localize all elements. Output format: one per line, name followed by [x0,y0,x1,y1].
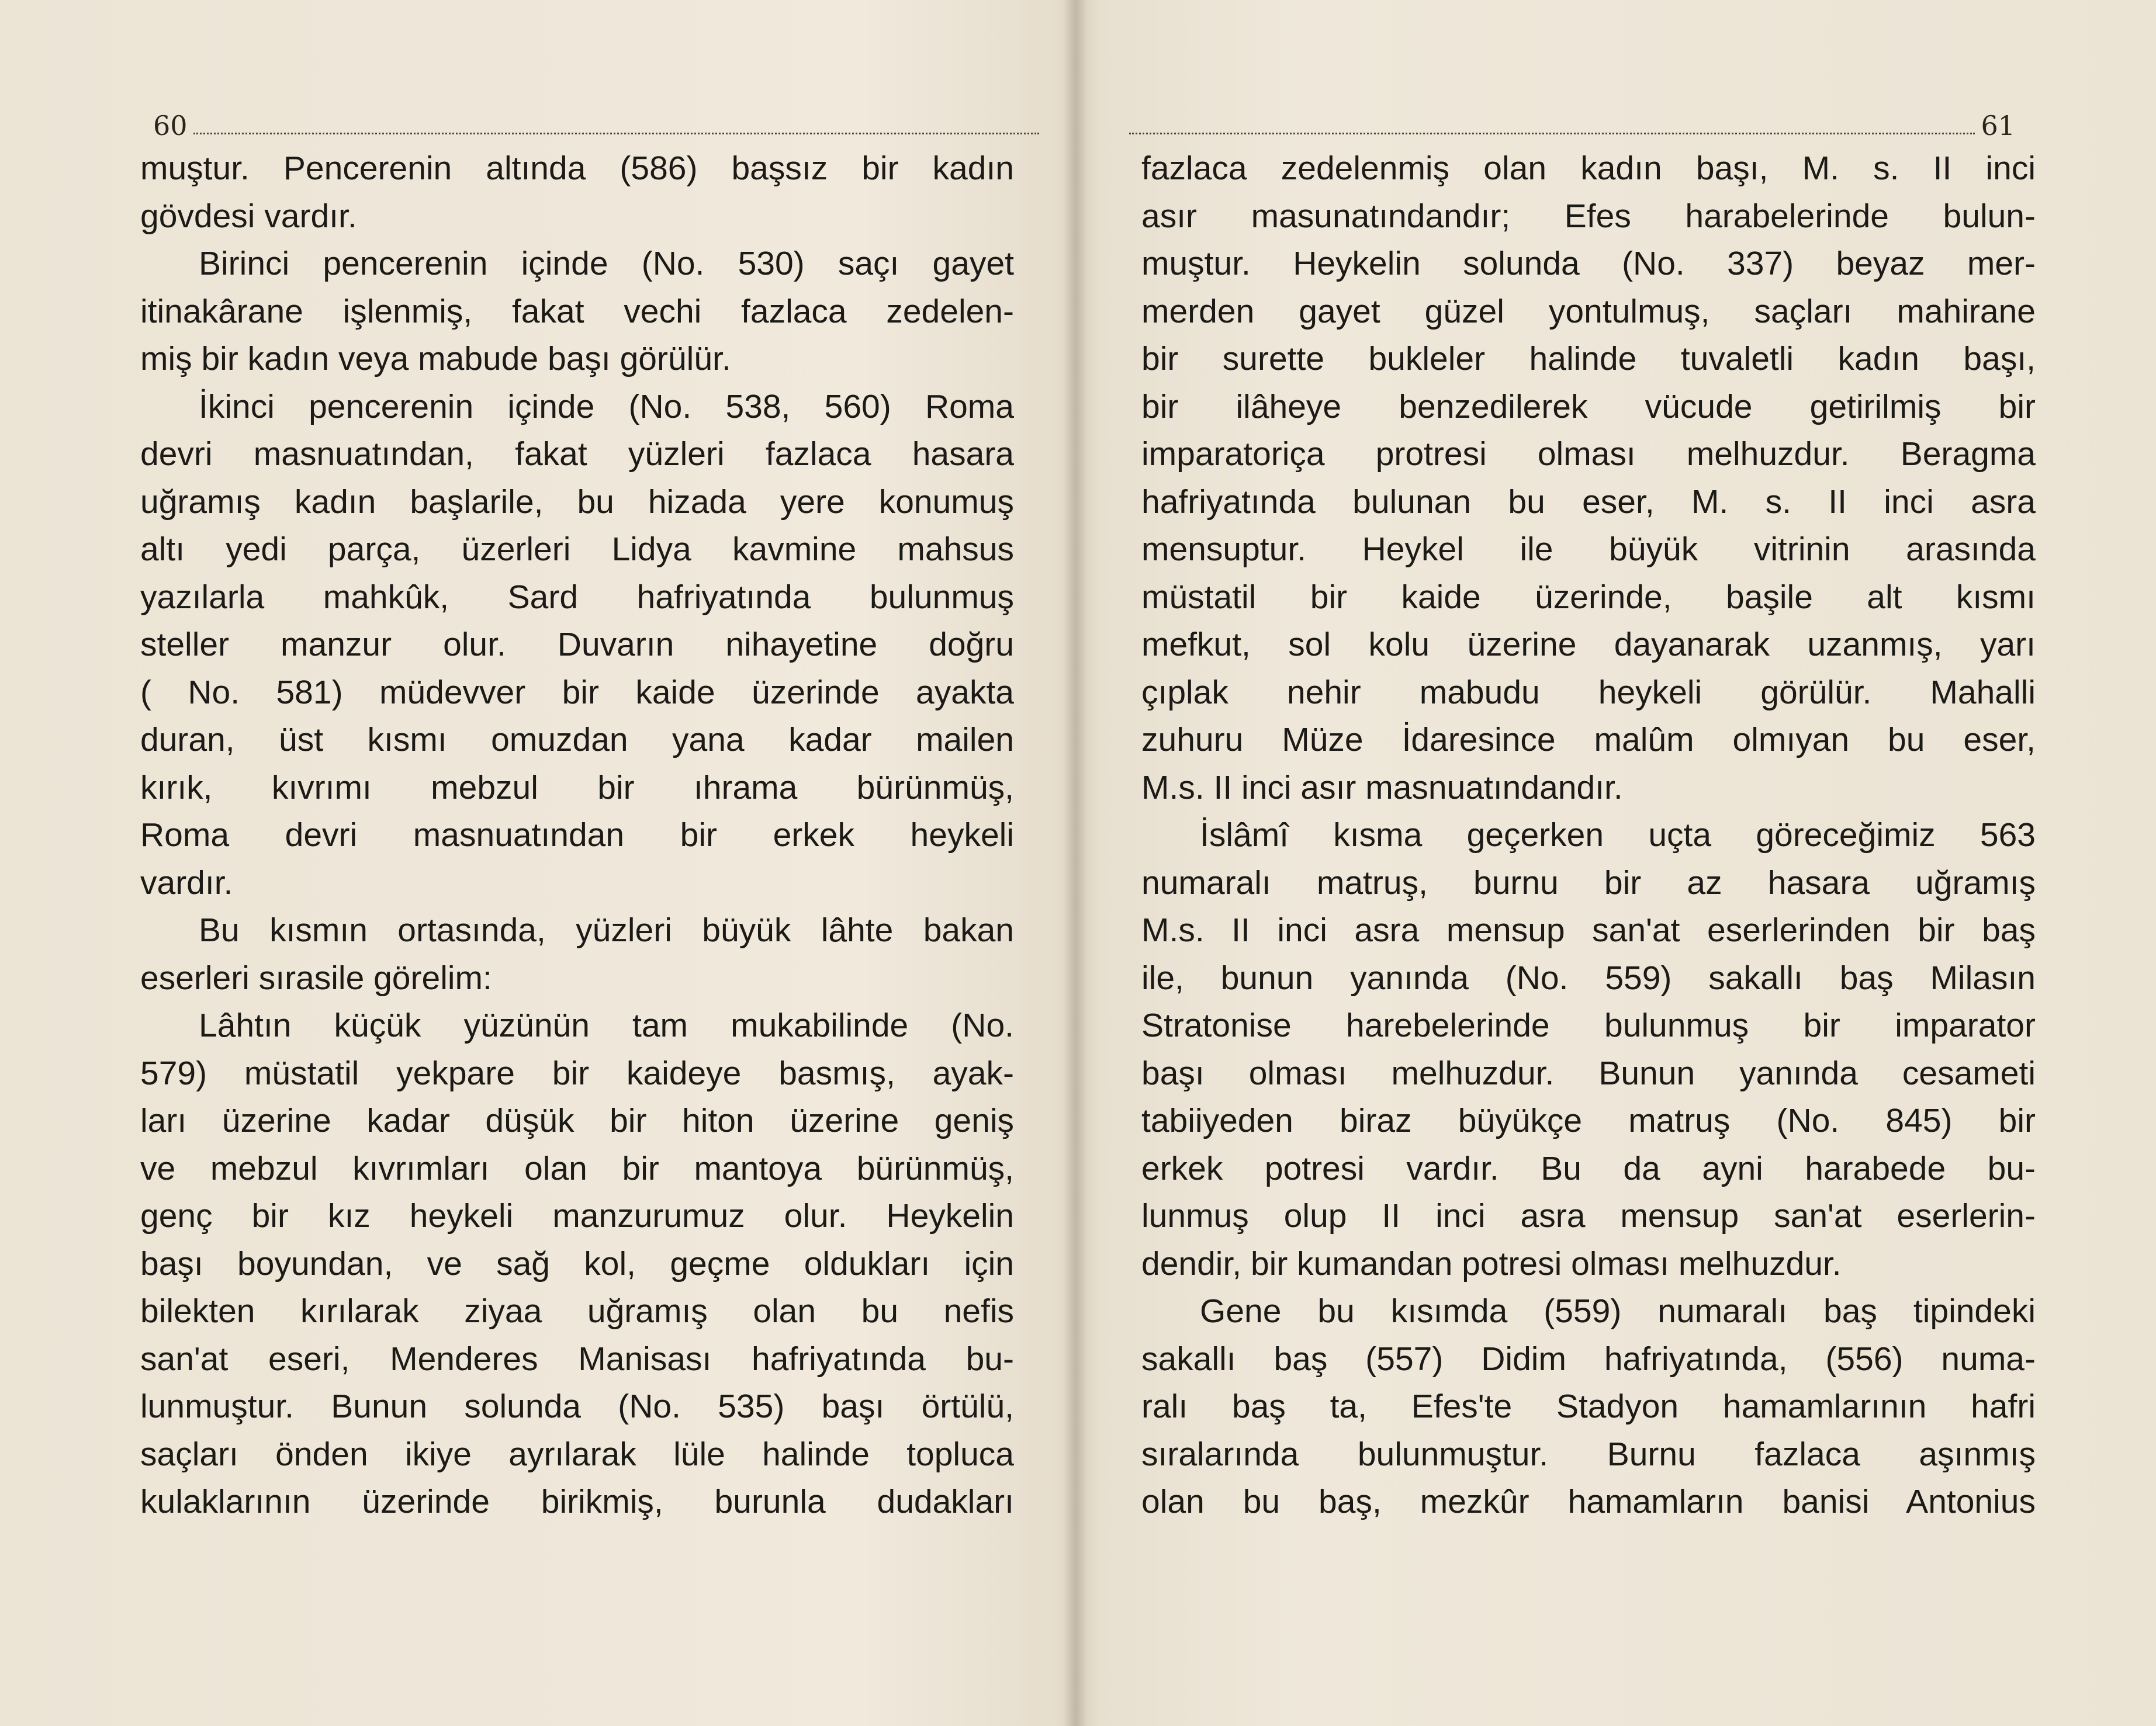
text-line: gövdesi vardır. [140,197,357,235]
left-header-rule [193,133,1039,134]
left-page-text [140,145,1014,1526]
text-line: müstatil bir kaide üzerinde, başile alt kısmı [1141,578,2036,616]
text-line: zuhuru Müze İdaresince malûm olmıyan bu eser, [1141,721,2036,758]
text-line: Gene bu kısımda (559) numaralı baş tipindeki [1200,1292,2036,1330]
text-line: sakallı baş (557) Didim hafriyatında, (556) numa- [1141,1340,2036,1378]
text-line: bilekten kırılarak ziyaa uğramış olan bu nefis [140,1292,1014,1330]
text-line: Lâhtın küçük yüzünün tam mukabilinde (No. [199,1007,1014,1044]
text-line: erkek potresi vardır. Bu da ayni harabede bu- [1141,1149,2036,1187]
right-page-header [1123,98,2015,139]
text-line: devri masnuatından, fakat yüzleri fazlaca hasara [140,435,1014,473]
text-line: olan bu baş, mezkûr hamamların banisi Antonius [1141,1483,2036,1520]
text-line: kulaklarının üzerinde birikmiş, burunla dudakları [140,1483,1014,1520]
text-line: 579) müstatil yekpare bir kaideye basmış, ayak- [140,1054,1014,1092]
text-line: kırık, kıvrımı mebzul bir ıhrama bürünmüş, [140,768,1014,806]
text-line: Bu kısmın ortasında, yüzleri büyük lâhte bakan [199,911,1014,949]
left-page [0,0,1064,1726]
text-line: ve mebzul kıvrımları olan bir mantoya bürünmüş, [140,1149,1014,1187]
left-page-header [153,98,1045,139]
text-line: steller manzur olur. Duvarın nihayetine doğru [140,626,1014,663]
text-line: duran, üst kısmı omuzdan yana kadar mailen [140,721,1014,758]
text-line: uğramış kadın başlarile, bu hizada yere konumuş [140,483,1014,521]
left-page-number: 60 [153,110,188,141]
text-line: başı boyundan, ve sağ kol, geçme oldukları için [140,1245,1014,1283]
text-line: ile, bunun yanında (No. 559) sakallı baş Milasın [1141,959,2036,997]
right-page [1087,0,2156,1726]
text-line: ralı baş ta, Efes'te Stadyon hamamlarının hafri [1141,1388,2036,1425]
text-line: saçları önden ikiye ayrılarak lüle halinde topluca [140,1435,1014,1473]
text-line: hafriyatında bulunan bu eser, M. s. II inci asra [1141,483,2036,521]
right-page-text [1141,145,2036,1526]
text-line: mensuptur. Heykel ile büyük vitrinin arasında [1141,531,2036,568]
text-line: eserleri sırasile görelim: [140,959,492,997]
text-line: numaralı matruş, burnu bir az hasara uğramış [1141,864,2036,902]
text-line: M.s. II inci asır masnuatındandır. [1141,768,1623,806]
text-line: lunmuş olup II inci asra mensup san'at eserlerin- [1141,1197,2036,1235]
text-line: tabiiyeden biraz büyükçe matruş (No. 845) bir [1141,1102,2036,1139]
text-line: bir ilâheye benzedilerek vücude getirilmiş bir [1141,387,2036,425]
text-line: imparatoriça protresi olması melhuzdur. Beragma [1141,435,2036,473]
right-page-number: 61 [1981,110,2015,141]
text-line: başı olması melhuzdur. Bunun yanında cesameti [1141,1054,2036,1092]
text-line: Stratonise harebelerinde bulunmuş bir imparator [1141,1007,2036,1044]
text-line: sıralarında bulunmuştur. Burnu fazlaca aşınmış [1141,1435,2036,1473]
text-line: çıplak nehir mabudu heykeli görülür. Mahalli [1141,673,2036,711]
text-line: san'at eseri, Menderes Manisası hafriyatında bu- [140,1340,1014,1378]
text-line: lunmuştur. Bunun solunda (No. 535) başı örtülü, [140,1388,1014,1425]
right-header-rule [1129,133,1975,134]
text-line: genç bir kız heykeli manzurumuz olur. Heykelin [140,1197,1014,1235]
text-line: yazılarla mahkûk, Sard hafriyatında bulunmuş [140,578,1014,616]
text-line: ları üzerine kadar düşük bir hiton üzerine geniş [140,1102,1014,1139]
book-gutter [1064,0,1087,1726]
text-line: asır masunatındandır; Efes harabelerinde bulun- [1141,197,2036,235]
text-line: İslâmî kısma geçerken uçta göreceğimiz 563 [1200,816,2036,854]
text-line: ( No. 581) müdevver bir kaide üzerinde ayakta [140,673,1014,711]
text-line: Birinci pencerenin içinde (No. 530) saçı gayet [199,245,1014,282]
text-line: dendir, bir kumandan potresi olması melhuzdur. [1141,1245,1842,1283]
text-line: itinakârane işlenmiş, fakat vechi fazlaca zedelen- [140,292,1014,330]
text-line: altı yedi parça, üzerleri Lidya kavmine mahsus [140,531,1014,568]
text-line: İkinci pencerenin içinde (No. 538, 560) Roma [199,387,1014,425]
text-line: Roma devri masnuatından bir erkek heykeli [140,816,1014,854]
text-line: miş bir kadın veya mabude başı görülür. [140,340,731,377]
text-line: mefkut, sol kolu üzerine dayanarak uzanmış, yarı [1141,626,2036,663]
text-line: fazlaca zedelenmiş olan kadın başı, M. s. II inci [1141,150,2036,187]
text-line: vardır. [140,864,233,902]
text-line: muştur. Pencerenin altında (586) başsız bir kadın [140,150,1014,187]
text-line: muştur. Heykelin solunda (No. 337) beyaz mer- [1141,245,2036,282]
text-line: merden gayet güzel yontulmuş, saçları mahirane [1141,292,2036,330]
text-line: bir surette bukleler halinde tuvaletli kadın başı, [1141,340,2036,377]
text-line: M.s. II inci asra mensup san'at eserlerinden bir baş [1141,911,2036,949]
